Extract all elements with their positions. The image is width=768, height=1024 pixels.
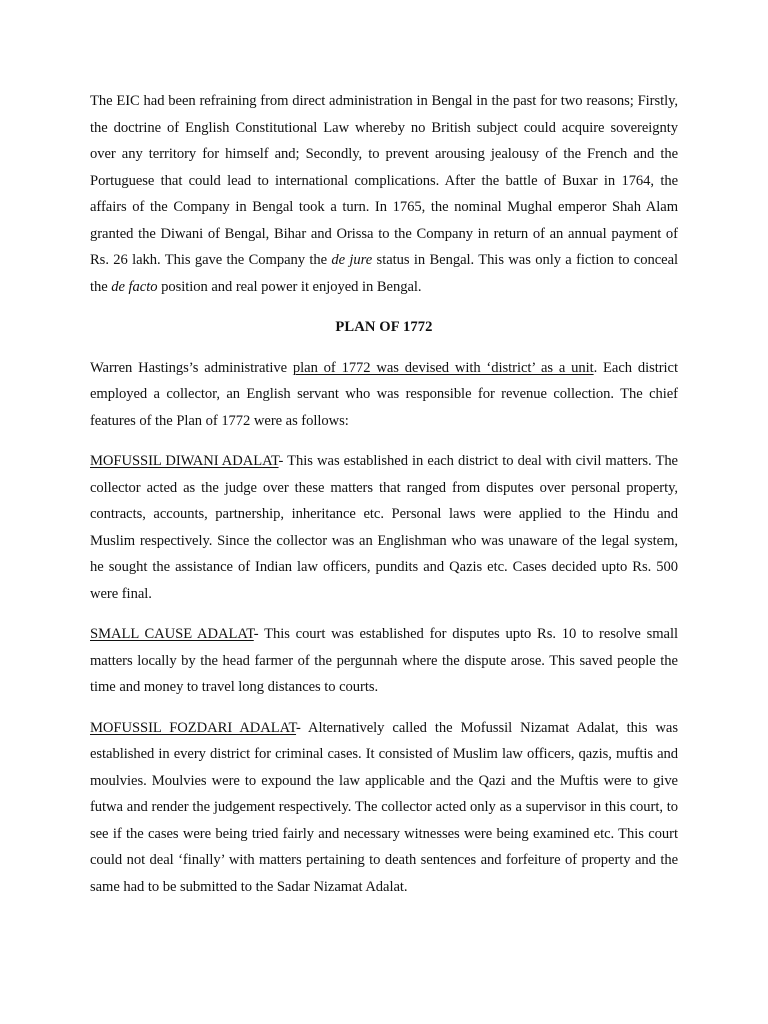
- document-page: [90, 88, 678, 914]
- intro-text-1: The EIC had been refraining from direct administration in Bengal in the past for two reasons; Firstly, the doctrine of English Constitutional Law whereby no British subject could acquire sovereignty over any territory for himself and; Secondly, to prevent arousing jealousy of the French and the Portuguese that could lead to international complications. After the battle of Buxar in 1764, the affairs of the Company in Bengal took a turn. In 1765, the nominal Mughal emperor Shah Alam granted the Diwani of Bengal, Bihar and Orissa to the Company in return of an annual payment of Rs. 26 lakh. This gave the Company the: [90, 93, 678, 268]
- small-cause-adalat-paragraph: [90, 621, 678, 701]
- fozdari-adalat-body: - Alternatively called the Mofussil Nizamat Adalat, this was established in every district for criminal cases. It consisted of Muslim law officers, qazis, muftis and moulvies. Moulvies were to expound the law applicable and the Qazi and the Muftis were to give futwa and render the judgement respectively. The collector acted only as a supervisor in this court, to see if the cases were being tried fairly and necessary witnesses were being examined etc. This court could not deal ‘finally’ with matters pertaining to death sentences and forfeiture of property and the same had to be submitted to the Sadar Nizamat Adalat.: [90, 719, 678, 895]
- fozdari-adalat-paragraph: [90, 715, 678, 901]
- diwani-adalat-body: - This was established in each district to deal with civil matters. The collector acted as the judge over these matters that ranged from disputes over personal property, contracts, accounts, partnership, inheritance etc. Personal laws were applied to the Hindu and Muslim respectively. Since the collector was an Englishman who was unaware of the legal system, he sought the assistance of Indian law officers, pundits and Qazis etc. Cases decided upto Rs. 500 were final.: [90, 453, 678, 602]
- plan-underlined-text: plan of 1772 was devised with ‘district’ as a unit: [292, 359, 594, 376]
- plan-text-1: Warren Hastings’s administrative: [90, 359, 293, 376]
- small-cause-adalat-body: - This court was established for disputes upto Rs. 10 to resolve small matters locally by the head farmer of the pergunnah where the dispute arose. This saved people the time and money to travel long distances to courts.: [90, 626, 678, 695]
- plan-text-2: . Each district employed a collector, an English servant who was responsible for revenue collection. The chief features of the Plan of 1772 were as follows:: [90, 359, 678, 429]
- fozdari-adalat-title: MOFUSSIL FOZDARI ADALAT: [90, 719, 297, 736]
- intro-text-2: status in Bengal. This was only a fiction to conceal the: [90, 252, 679, 295]
- intro-italic-de-jure: de jure: [331, 252, 373, 268]
- intro-paragraph: [90, 88, 678, 300]
- section-heading: PLAN OF 1772: [335, 319, 433, 335]
- intro-italic-de-facto: de facto: [111, 278, 158, 295]
- small-cause-adalat-title: SMALL CAUSE ADALAT: [90, 626, 254, 642]
- diwani-adalat-title: MOFUSSIL DIWANI ADALAT: [90, 453, 279, 469]
- diwani-adalat-paragraph: [90, 448, 678, 607]
- plan-paragraph: [90, 355, 678, 435]
- intro-text-3: position and real power it enjoyed in Bengal.: [157, 278, 422, 295]
